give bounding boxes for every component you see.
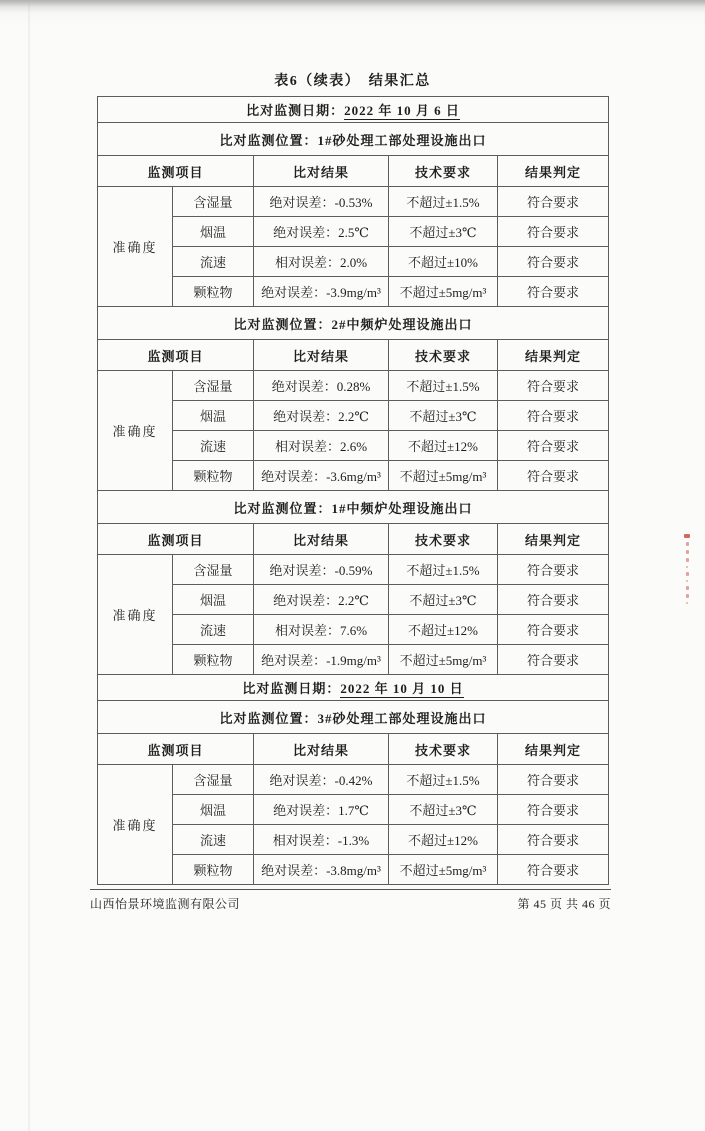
judgement-cell: 符合要求 [498,765,609,795]
page-title: 表6（续表） 结果汇总 [274,74,431,89]
scan-smudge-top [0,0,705,13]
paper-edge-shadow [28,0,30,1131]
red-mark [684,534,690,538]
page-footer [90,889,611,912]
item-cell: 流速 [173,247,254,277]
red-mark [686,580,688,582]
section-2-position-row [98,307,609,340]
date-value: 2022 年 10 月 6 日 [344,103,460,118]
item-cell: 烟温 [173,795,254,825]
result-cell: 绝对误差：-0.42% [254,765,389,795]
item-cell: 烟温 [173,585,254,615]
requirement-cell: 不超过±12% [389,431,498,461]
item-cell: 流速 [173,615,254,645]
result-cell: 相对误差：7.6% [254,615,389,645]
page-number: 第 45 页 共 46 页 [517,897,611,911]
judgement-cell: 符合要求 [498,217,609,247]
judgement-cell: 符合要求 [498,645,609,675]
judgement-cell: 符合要求 [498,855,609,885]
table-row [98,795,609,825]
item-cell: 烟温 [173,401,254,431]
table-row [98,371,609,401]
result-cell: 相对误差：2.0% [254,247,389,277]
item-cell: 颗粒物 [173,855,254,885]
section-4-date-row [98,675,609,701]
table-row [98,277,609,307]
position-cell: 比对监测位置：1#中频炉处理设施出口 [98,491,609,524]
red-mark [686,602,688,604]
red-mark [686,566,688,568]
item-cell: 颗粒物 [173,277,254,307]
date-value: 2022 年 10 月 10 日 [340,681,464,696]
red-mark [686,586,689,590]
item-cell: 颗粒物 [173,645,254,675]
item-cell: 含湿量 [173,555,254,585]
header-comparison-result: 比对结果 [254,734,389,765]
item-cell: 含湿量 [173,187,254,217]
red-stamp-bleedthrough [681,534,693,604]
judgement-cell: 符合要求 [498,187,609,217]
judgement-cell: 符合要求 [498,555,609,585]
accuracy-group-cell: 准确度 [98,765,173,885]
results-summary-table [97,96,609,885]
table-row [98,187,609,217]
item-cell: 流速 [173,825,254,855]
result-cell: 绝对误差：1.7℃ [254,795,389,825]
red-mark [686,572,689,576]
requirement-cell: 不超过±3℃ [389,401,498,431]
red-mark [686,550,689,554]
accuracy-group-cell: 准确度 [98,187,173,307]
date-cell [98,97,609,123]
requirement-cell: 不超过±12% [389,615,498,645]
result-cell: 绝对误差：-3.9mg/m³ [254,277,389,307]
table-row [98,615,609,645]
requirement-cell: 不超过±10% [389,247,498,277]
accuracy-group-cell: 准确度 [98,555,173,675]
judgement-cell: 符合要求 [498,461,609,491]
section-3-position-row [98,491,609,524]
result-cell: 相对误差：2.6% [254,431,389,461]
section-4-position-row [98,701,609,734]
requirement-cell: 不超过±5mg/m³ [389,461,498,491]
judgement-cell: 符合要求 [498,615,609,645]
judgement-cell: 符合要求 [498,277,609,307]
accuracy-group-cell: 准确度 [98,371,173,491]
red-mark [686,558,689,562]
header-comparison-result: 比对结果 [254,524,389,555]
date-label: 比对监测日期： [246,103,345,118]
item-cell: 流速 [173,431,254,461]
requirement-cell: 不超过±1.5% [389,371,498,401]
table-row [98,461,609,491]
requirement-cell: 不超过±3℃ [389,795,498,825]
section-2-header-row [98,340,609,371]
section-1-date-row [98,97,609,123]
date-cell [98,675,609,701]
judgement-cell: 符合要求 [498,431,609,461]
requirement-cell: 不超过±5mg/m³ [389,855,498,885]
red-mark [686,594,689,598]
result-cell: 绝对误差：-1.9mg/m³ [254,645,389,675]
header-result-judgement: 结果判定 [498,524,609,555]
table-row [98,217,609,247]
item-cell: 含湿量 [173,765,254,795]
position-cell: 比对监测位置：3#砂处理工部处理设施出口 [98,701,609,734]
header-monitoring-item: 监测项目 [98,156,254,187]
table-row [98,825,609,855]
result-cell: 绝对误差：2.5℃ [254,217,389,247]
table-row [98,431,609,461]
requirement-cell: 不超过±1.5% [389,765,498,795]
date-label: 比对监测日期： [242,681,341,696]
header-result-judgement: 结果判定 [498,156,609,187]
table-row [98,765,609,795]
header-result-judgement: 结果判定 [498,734,609,765]
requirement-cell: 不超过±5mg/m³ [389,645,498,675]
header-monitoring-item: 监测项目 [98,340,254,371]
header-comparison-result: 比对结果 [254,156,389,187]
table-row [98,855,609,885]
result-cell: 相对误差：-1.3% [254,825,389,855]
header-technical-requirement: 技术要求 [389,340,498,371]
result-cell: 绝对误差：-0.53% [254,187,389,217]
result-cell: 绝对误差：-0.59% [254,555,389,585]
judgement-cell: 符合要求 [498,795,609,825]
table-row [98,247,609,277]
result-cell: 绝对误差：2.2℃ [254,585,389,615]
result-cell: 绝对误差：-3.6mg/m³ [254,461,389,491]
position-cell: 比对监测位置：2#中频炉处理设施出口 [98,307,609,340]
requirement-cell: 不超过±1.5% [389,187,498,217]
judgement-cell: 符合要求 [498,585,609,615]
section-3-header-row [98,524,609,555]
section-1-header-row [98,156,609,187]
red-mark [686,542,689,546]
requirement-cell: 不超过±1.5% [389,555,498,585]
judgement-cell: 符合要求 [498,825,609,855]
requirement-cell: 不超过±5mg/m³ [389,277,498,307]
item-cell: 颗粒物 [173,461,254,491]
header-technical-requirement: 技术要求 [389,734,498,765]
header-monitoring-item: 监测项目 [98,734,254,765]
table-row [98,555,609,585]
requirement-cell: 不超过±12% [389,825,498,855]
result-cell: 绝对误差：0.28% [254,371,389,401]
table-row [98,645,609,675]
company-name: 山西怡景环境监测有限公司 [90,897,241,911]
header-technical-requirement: 技术要求 [389,156,498,187]
judgement-cell: 符合要求 [498,401,609,431]
judgement-cell: 符合要求 [498,371,609,401]
header-monitoring-item: 监测项目 [98,524,254,555]
position-cell: 比对监测位置：1#砂处理工部处理设施出口 [98,123,609,156]
judgement-cell: 符合要求 [498,247,609,277]
header-comparison-result: 比对结果 [254,340,389,371]
requirement-cell: 不超过±3℃ [389,585,498,615]
section-1-position-row [98,123,609,156]
section-4-header-row [98,734,609,765]
header-result-judgement: 结果判定 [498,340,609,371]
item-cell: 烟温 [173,217,254,247]
table-row [98,401,609,431]
table-row [98,585,609,615]
result-cell: 绝对误差：2.2℃ [254,401,389,431]
requirement-cell: 不超过±3℃ [389,217,498,247]
item-cell: 含湿量 [173,371,254,401]
result-cell: 绝对误差：-3.8mg/m³ [254,855,389,885]
header-technical-requirement: 技术要求 [389,524,498,555]
